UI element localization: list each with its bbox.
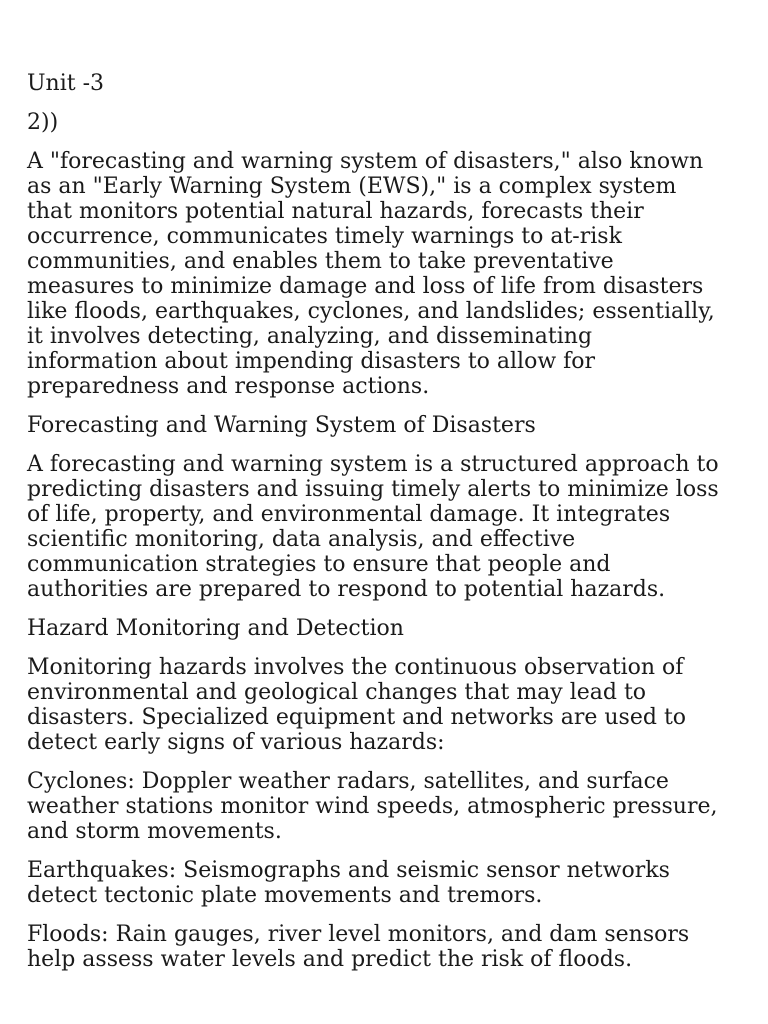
section-heading-forecasting: Forecasting and Warning System of Disasters bbox=[27, 413, 536, 438]
paragraph-floods: Floods: Rain gauges, river level monitors, and dam sensors help assess water levels and predict the risk of floods. bbox=[27, 922, 690, 972]
paragraph-earthquakes: Earthquakes: Seismographs and seismic sensor networks detect tectonic plate movements and tremors. bbox=[27, 858, 670, 908]
paragraph-ews-definition: A "forecasting and warning system of disasters," also known as an "Early Warning System (EWS)," is a complex system that monitors potential natural hazards, forecasts their occurrence, communicates timely warnings to at-risk communities, and enables them to take preventative measures to minimize damage and loss of life from disasters like floods, earthquakes, cyclones, and landslides; essentially, it involves detecting, analyzing, and disseminating information about impending disasters to allow for preparedness and response actions. bbox=[27, 149, 715, 399]
paragraph-cyclones: Cyclones: Doppler weather radars, satellites, and surface weather stations monitor wind speeds, atmospheric pressure, and storm movements. bbox=[27, 769, 718, 844]
document-page bbox=[27, 71, 727, 986]
paragraph-hazard-monitoring: Monitoring hazards involves the continuous observation of environmental and geological changes that may lead to disasters. Specialized equipment and networks are used to detect early signs of various hazards: bbox=[27, 655, 687, 755]
paragraph-forecasting-overview: A forecasting and warning system is a structured approach to predicting disasters and issuing timely alerts to minimize loss of life, property, and environmental damage. It integrates scientific monitoring, data analysis, and effective communication strategies to ensure that people and authorities are prepared to respond to potential hazards. bbox=[27, 452, 719, 602]
unit-heading: Unit -3 bbox=[27, 71, 105, 96]
question-number: 2)) bbox=[27, 110, 59, 135]
section-heading-hazard-monitoring: Hazard Monitoring and Detection bbox=[27, 616, 404, 641]
